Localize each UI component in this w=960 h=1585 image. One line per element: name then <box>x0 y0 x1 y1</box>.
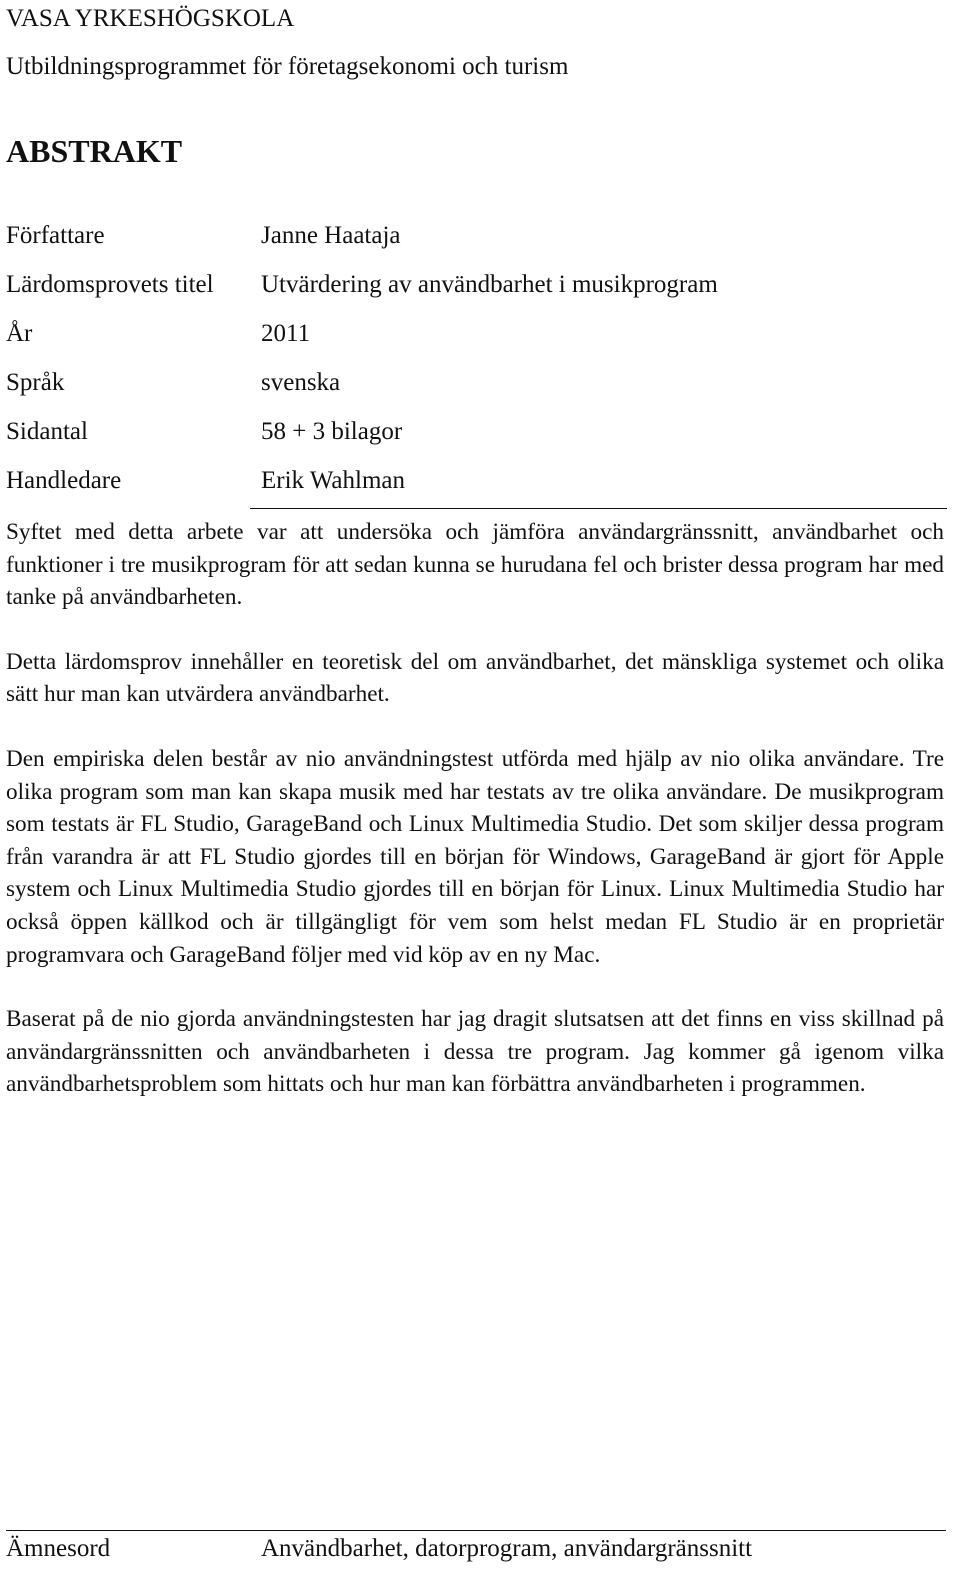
keywords-label: Ämnesord <box>6 1535 111 1562</box>
metadata-row-language <box>6 363 946 412</box>
metadata-value: 58 + 3 bilagor <box>261 418 403 445</box>
metadata-value: svenska <box>261 369 341 396</box>
metadata-value: Janne Haataja <box>261 222 401 249</box>
metadata-row-supervisor <box>6 461 946 510</box>
abstract-paragraph-conclusion: Baserat på de nio gjorda användningstesten har jag dragit slutsatsen att det finns en viss skillnad på användargränssnitten och användbarheten i dessa tre program. Jag kommer gå igenom vilka användbarhetsproblem som hittats och hur man kan förbättra användbarheten i programmen. <box>6 1006 944 1098</box>
metadata-divider <box>250 508 947 509</box>
metadata-label: Författare <box>6 222 105 249</box>
metadata-row-author <box>6 216 946 265</box>
metadata-table <box>6 216 946 510</box>
abstract-paragraph-theory: Detta lärdomsprov innehåller en teoretisk del om användbarhet, det mänskliga systemet och olika sätt hur man kan utvärdera användbarhet. <box>6 648 944 708</box>
metadata-label: Språk <box>6 369 65 396</box>
metadata-value: Utvärdering av användbarhet i musikprogram <box>261 271 718 298</box>
metadata-label: Lärdomsprovets titel <box>6 271 214 298</box>
keywords-value: Användbarhet, datorprogram, användargränssnitt <box>261 1535 753 1562</box>
metadata-label: År <box>6 320 33 347</box>
metadata-row-thesis-title <box>6 265 946 314</box>
metadata-value: 2011 <box>261 320 311 347</box>
metadata-value: Erik Wahlman <box>261 467 406 494</box>
metadata-row-year <box>6 314 946 363</box>
metadata-row-page-count <box>6 412 946 461</box>
keywords-row <box>6 1529 946 1569</box>
school-name: VASA YRKESHÖGSKOLA <box>6 5 295 32</box>
programme-name: Utbildningsprogrammet för företagsekonomi och turism <box>6 53 569 80</box>
metadata-label: Sidantal <box>6 418 88 445</box>
abstract-paragraph-purpose: Syftet med detta arbete var att undersöka och jämföra användargränssnitt, användbarhet och funktioner i tre musikprogram för att sedan kunna se hurudana fel och brister dessa program har med tanke på användbarheten. <box>6 519 944 611</box>
abstract-body <box>6 516 944 1133</box>
document-title: ABSTRAKT <box>6 133 183 169</box>
abstract-paragraph-empirical: Den empiriska delen består av nio användningstest utförda med hjälp av nio olika användare. Tre olika program som man kan skapa musik med har testats av tre olika användare. De musikprogram som testats är FL Studio, GarageBand och Linux Multimedia Studio. Det som skiljer dessa program från varandra är att FL Studio gjordes till en början för Windows, GarageBand är gjort för Apple system och Linux Multimedia Studio gjordes till en början för Linux. Linux Multimedia Studio har också öppen källkod och är tillgängligt för vem som helst medan FL Studio är en proprietär programvara och GarageBand följer med vid köp av en ny Mac. <box>6 745 944 968</box>
metadata-label: Handledare <box>6 467 122 494</box>
